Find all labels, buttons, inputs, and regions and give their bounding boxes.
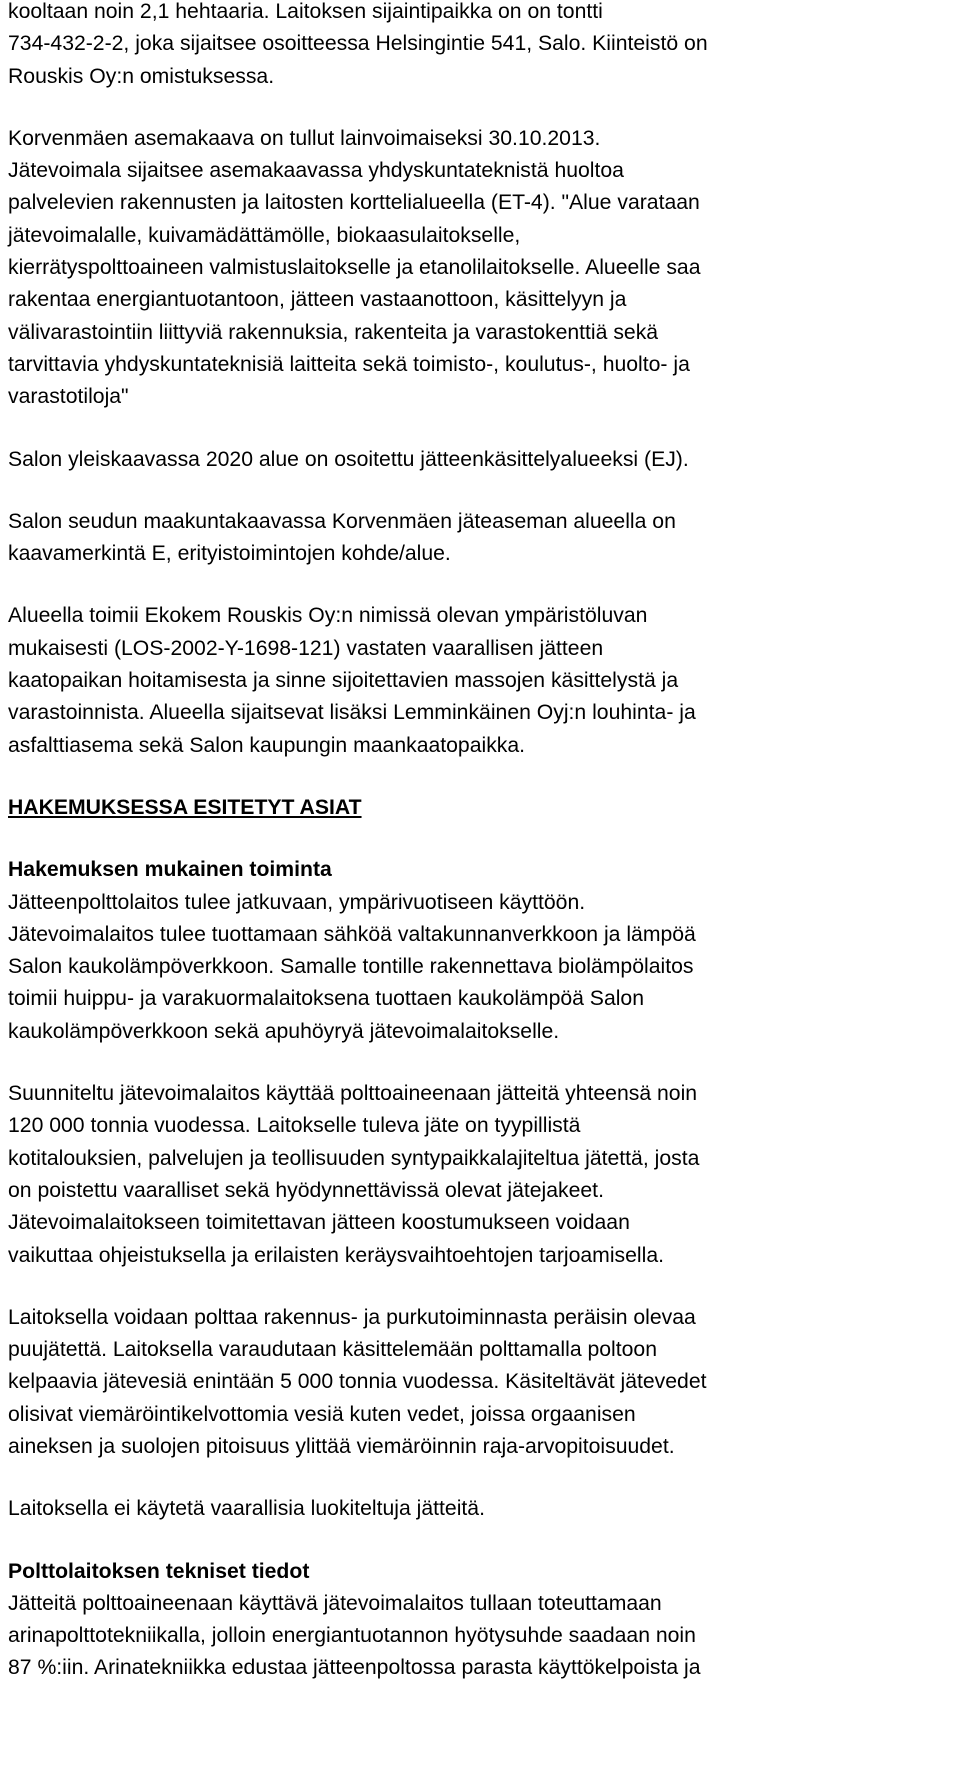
spacer: [8, 762, 952, 792]
spacer: [8, 414, 952, 444]
paragraph-regional-plan: Salon seudun maakuntakaavassa Korvenmäen jäteaseman alueella on kaavamerkintä E, erityistoimintojen kohde/alue.: [8, 509, 676, 566]
paragraph-plot-description: kooltaan noin 2,1 hehtaaria. Laitoksen sijaintipaikka on on tontti 734-432-2-2, joka sijaitsee osoitteessa Helsingintie 541, Salo. Kiinteistö on Rouskis Oy:n omistuksessa.: [8, 0, 708, 88]
document-page: [8, 0, 952, 1685]
spacer: [8, 1526, 952, 1556]
spacer: [8, 824, 952, 854]
spacer: [8, 1048, 952, 1078]
paragraph-technical: Jätteitä polttoaineenaan käyttävä jätevoimalaitos tullaan toteuttamaan arinapolttotekniikalla, jolloin energiantuotannon hyötysuhde saadaan noin 87 %:iin. Arinatekniikka edustaa jätteenpoltossa parasta käyttökelpoista ja: [8, 1591, 701, 1680]
paragraph-operation: Jätteenpolttolaitos tulee jatkuvaan, ympärivuotiseen käyttöön. Jätevoimalaitos tulee tuottamaan sähköä valtakunnanverkkoon ja lämpöä Salon kaukolämpöverkkoon. Samalle tontille rakennettava biolämpölaitos toimii huippu- ja varakuormalaitoksena tuottaen kaukolämpöä Salon kaukolämpöverkkoon sekä apuhöyryä jätevoimalaitokselle.: [8, 890, 696, 1043]
paragraph-master-plan: Salon yleiskaavassa 2020 alue on osoitettu jätteenkäsittelyalueeksi (EJ).: [8, 447, 689, 471]
paragraph-fuel-amount: Suunniteltu jätevoimalaitos käyttää polttoaineenaan jätteitä yhteensä noin 120 000 tonnia vuodessa. Laitokselle tuleva jäte on tyypillistä kotitalouksien, palvelujen ja teollisuuden syntypaikkalajiteltua jätettä, josta on poistettu vaaralliset sekä hyödynnettävissä olevat jätejakeet. Jätevoimalaitokseen toimitettavan jätteen koostumukseen voidaan vaikuttaa ohjeistuksella ja erilaisten keräysvaihtoehtojen tarjoamisella.: [8, 1082, 700, 1267]
subsection-heading-operation: Hakemuksen mukainen toiminta: [8, 858, 332, 882]
paragraph-hazardous-waste: Laitoksella ei käytetä vaarallisia luokiteltuja jätteitä.: [8, 1497, 485, 1521]
spacer: [8, 1463, 952, 1493]
paragraph-wood-waste: Laitoksella voidaan polttaa rakennus- ja purkutoiminnasta peräisin olevaa puujätettä. Laitoksella varaudutaan käsittelemään polttamalla poltoon kelpaavia jätevesiä enintään 5 000 tonnia vuodessa. Käsiteltävät jätevedet olisivat viemäröintikelvottomia vesiä kuten vedet, joissa orgaanisen aineksen ja suolojen pitoisuus ylittää viemäröinnin raja-arvopitoisuudet.: [8, 1305, 707, 1458]
spacer: [8, 93, 952, 123]
section-heading: HAKEMUKSESSA ESITETYT ASIAT: [8, 795, 362, 819]
paragraph-local-detailed-plan: Korvenmäen asemakaava on tullut lainvoimaiseksi 30.10.2013. Jätevoimala sijaitsee asemakaavassa yhdyskuntateknistä huoltoa palvelevien rakennusten ja laitosten korttelialueella (ET-4). "Alue varataan jätevoimalalle, kuivamädättämölle, biokaasulaitokselle, kierrätyspolttoaineen valmistuslaitokselle ja etanolilaitokselle. Alueelle saa rakentaa energiantuotantoon, jätteen vastaanottoon, käsittelyyn ja välivarastointiin liittyviä rakennuksia, rakenteita ja varastokenttiä sekä tarvittavia yhdyskuntateknisiä laitteita sekä toimisto-, koulutus-, huolto- ja varastotiloja": [8, 126, 701, 409]
paragraph-area-operations: Alueella toimii Ekokem Rouskis Oy:n nimissä olevan ympäristöluvan mukaisesti (LOS-2002-Y-1698-121) vastaten vaarallisen jätteen kaatopaikan hoitamisesta ja sinne sijoitettavien massojen käsittelystä ja varastoinnista. Alueella sijaitsevat lisäksi Lemminkäinen Oyj:n louhinta- ja asfalttiasema sekä Salon kaupungin maankaatopaikka.: [8, 604, 696, 757]
spacer: [8, 570, 952, 600]
spacer: [8, 1272, 952, 1302]
subsection-heading-technical: Polttolaitoksen tekniset tiedot: [8, 1559, 310, 1583]
spacer: [8, 476, 952, 506]
